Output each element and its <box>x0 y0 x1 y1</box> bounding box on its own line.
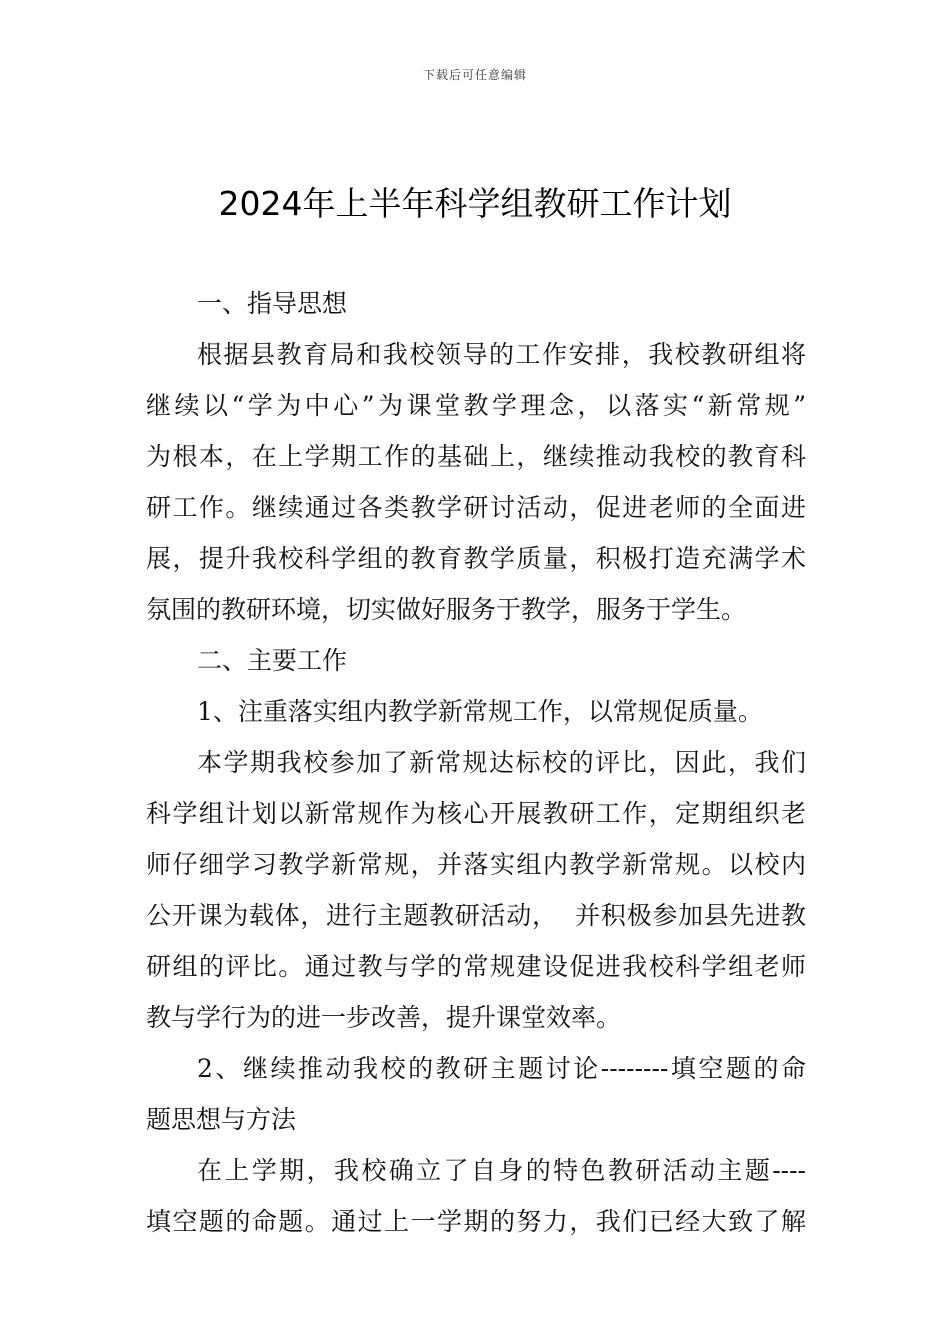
paragraph-line: 研工作。继续通过各类教学研讨活动，促进老师的全面进 <box>146 493 806 522</box>
item-heading-2-continued: 题思想与方法 <box>146 1105 297 1134</box>
paragraph-line: 本学期我校参加了新常规达标校的评比，因此，我们 <box>197 748 806 777</box>
document-body <box>146 278 806 1247</box>
paragraph-line: 公开课为载体，进行主题教研活动， 并积极参加县先进教 <box>146 901 806 930</box>
item-heading-2: 2、继续推动我校的教研主题讨论--------填空题的命 <box>197 1054 806 1083</box>
item-heading-1: 1、注重落实组内教学新常规工作，以常规促质量。 <box>197 697 763 726</box>
paragraph-line: 师仔细学习教学新常规，并落实组内教学新常规。以校内 <box>146 850 806 879</box>
paragraph-line: 继续以“学为中心”为课堂教学理念，以落实“新常规” <box>146 391 806 420</box>
header-note: 下载后可任意编辑 <box>422 68 527 82</box>
paragraph-line: 氛围的教研环境，切实做好服务于教学，服务于学生。 <box>146 595 747 624</box>
paragraph-line: 根据县教育局和我校领导的工作安排，我校教研组将 <box>197 340 806 369</box>
paragraph-line: 教与学行为的进一步改善，提升课堂效率。 <box>146 1003 622 1032</box>
paragraph-line: 科学组计划以新常规作为核心开展教研工作，定期组织老 <box>146 799 806 828</box>
paragraph-line: 在上学期，我校确立了自身的特色教研活动主题---- <box>197 1156 806 1185</box>
section-heading-main-work: 二、主要工作 <box>197 646 348 675</box>
document-title: 2024年上半年科学组教研工作计划 <box>218 184 732 223</box>
paragraph-line: 填空题的命题。通过上一学期的努力，我们已经大致了解 <box>146 1207 806 1236</box>
paragraph-line: 为根本，在上学期工作的基础上，继续推动我校的教育科 <box>146 442 806 471</box>
paragraph-line: 研组的评比。通过教与学的常规建设促进我校科学组老师 <box>146 952 806 981</box>
section-heading-guiding-ideology: 一、指导思想 <box>197 289 348 318</box>
paragraph-line: 展，提升我校科学组的教育教学质量，积极打造充满学术 <box>146 544 806 573</box>
